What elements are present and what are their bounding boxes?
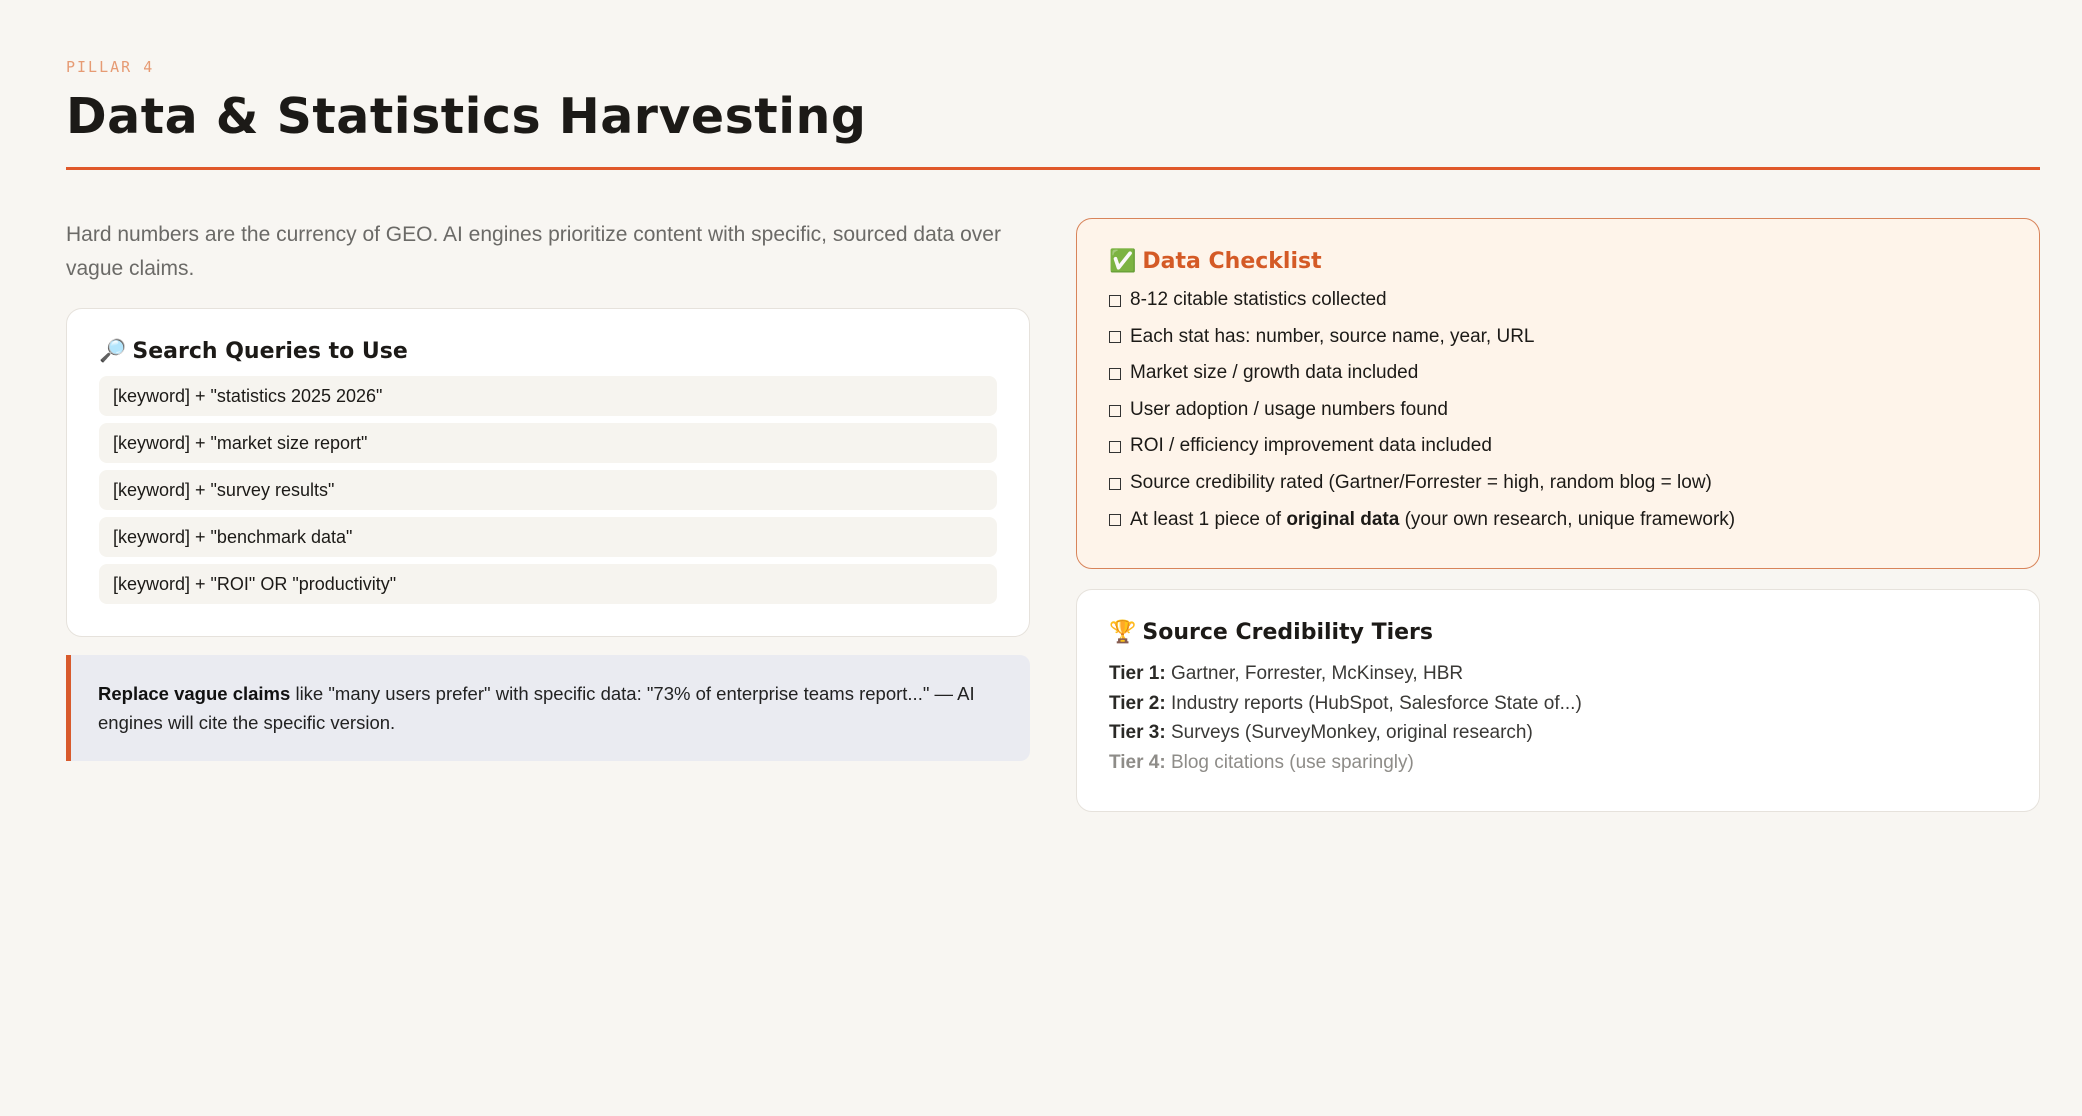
tip-text: like "many users prefer" with specific data: "73% of enterprise teams report..." — AI engines will cite the specific version. bbox=[98, 683, 975, 733]
checkbox-icon bbox=[1109, 331, 1121, 343]
data-checklist-heading bbox=[1109, 249, 2007, 274]
checkbox-icon bbox=[1109, 295, 1121, 307]
checkbox-icon bbox=[1109, 368, 1121, 380]
checklist-emphasis: original data bbox=[1286, 508, 1400, 530]
checklist-item bbox=[1109, 428, 2007, 465]
tier-label: Tier 3: bbox=[1109, 722, 1166, 744]
data-checklist-card bbox=[1076, 218, 2040, 569]
tier-text: Surveys (SurveyMonkey, original research) bbox=[1165, 722, 1533, 744]
search-queries-card bbox=[66, 308, 1030, 637]
tier-row bbox=[1109, 689, 2007, 719]
trophy-icon: 🏆 bbox=[1109, 620, 1137, 646]
tip-bold: Replace vague claims bbox=[98, 683, 291, 704]
check-mark-icon: ✅ bbox=[1109, 249, 1137, 274]
tier-label: Tier 1: bbox=[1109, 663, 1166, 685]
query-item: [keyword] + "market size report" bbox=[99, 423, 997, 463]
checklist-item-label: ROI / efficiency improvement data included bbox=[1130, 435, 1492, 457]
search-queries-title: Search Queries to Use bbox=[132, 339, 408, 364]
credibility-tiers-title: Source Credibility Tiers bbox=[1142, 620, 1434, 646]
tip-callout bbox=[66, 655, 1030, 761]
checklist-item bbox=[1109, 282, 2007, 319]
checklist-item-label: Source credibility rated (Gartner/Forrester = high, random blog = low) bbox=[1130, 471, 1712, 493]
tier-row bbox=[1109, 659, 2007, 689]
pillar-label: PILLAR 4 bbox=[66, 58, 155, 76]
tier-label: Tier 4: bbox=[1109, 751, 1166, 773]
checkbox-icon bbox=[1109, 441, 1121, 453]
tier-text: Industry reports (HubSpot, Salesforce State of...) bbox=[1165, 692, 1582, 714]
checklist-item bbox=[1109, 465, 2007, 502]
checklist-item-label: Each stat has: number, source name, year, URL bbox=[1130, 325, 1535, 347]
tier-row bbox=[1109, 748, 2007, 778]
checklist-item-label bbox=[1130, 502, 1735, 539]
checkbox-icon bbox=[1109, 405, 1121, 417]
right-column bbox=[1076, 218, 2040, 812]
tier-label: Tier 2: bbox=[1109, 692, 1166, 714]
query-item: [keyword] + "statistics 2025 2026" bbox=[99, 376, 997, 416]
credibility-tiers-card bbox=[1076, 589, 2040, 812]
query-list bbox=[99, 376, 997, 604]
checklist-item-label: 8-12 citable statistics collected bbox=[1130, 289, 1387, 310]
checklist-item bbox=[1109, 502, 2007, 539]
checklist-item bbox=[1109, 319, 2007, 356]
checklist-text: At least 1 piece of bbox=[1130, 508, 1287, 530]
left-column bbox=[66, 218, 1030, 761]
checklist-item-label: User adoption / usage numbers found bbox=[1130, 398, 1448, 420]
page-title: Data & Statistics Harvesting bbox=[66, 88, 867, 145]
checklist-item-label: Market size / growth data included bbox=[1130, 362, 1419, 384]
checklist-item bbox=[1109, 355, 2007, 392]
checkbox-icon bbox=[1109, 514, 1121, 526]
title-divider bbox=[66, 167, 2040, 170]
query-item: [keyword] + "survey results" bbox=[99, 470, 997, 510]
data-checklist-title: Data Checklist bbox=[1142, 249, 1322, 274]
query-item: [keyword] + "ROI" OR "productivity" bbox=[99, 564, 997, 604]
checklist-item bbox=[1109, 392, 2007, 429]
tier-text: Blog citations (use sparingly) bbox=[1165, 751, 1414, 773]
credibility-tiers-heading bbox=[1109, 620, 2007, 645]
tier-text: Gartner, Forrester, McKinsey, HBR bbox=[1165, 663, 1464, 685]
search-queries-heading bbox=[99, 339, 997, 364]
query-item: [keyword] + "benchmark data" bbox=[99, 517, 997, 557]
checkbox-icon bbox=[1109, 478, 1121, 490]
intro-text: Hard numbers are the currency of GEO. AI engines prioritize content with specific, sourced data over vague claims. bbox=[66, 223, 1001, 280]
magnifier-icon: 🔎 bbox=[99, 339, 127, 364]
tier-row bbox=[1109, 718, 2007, 748]
checklist-text: (your own research, unique framework) bbox=[1399, 508, 1736, 530]
